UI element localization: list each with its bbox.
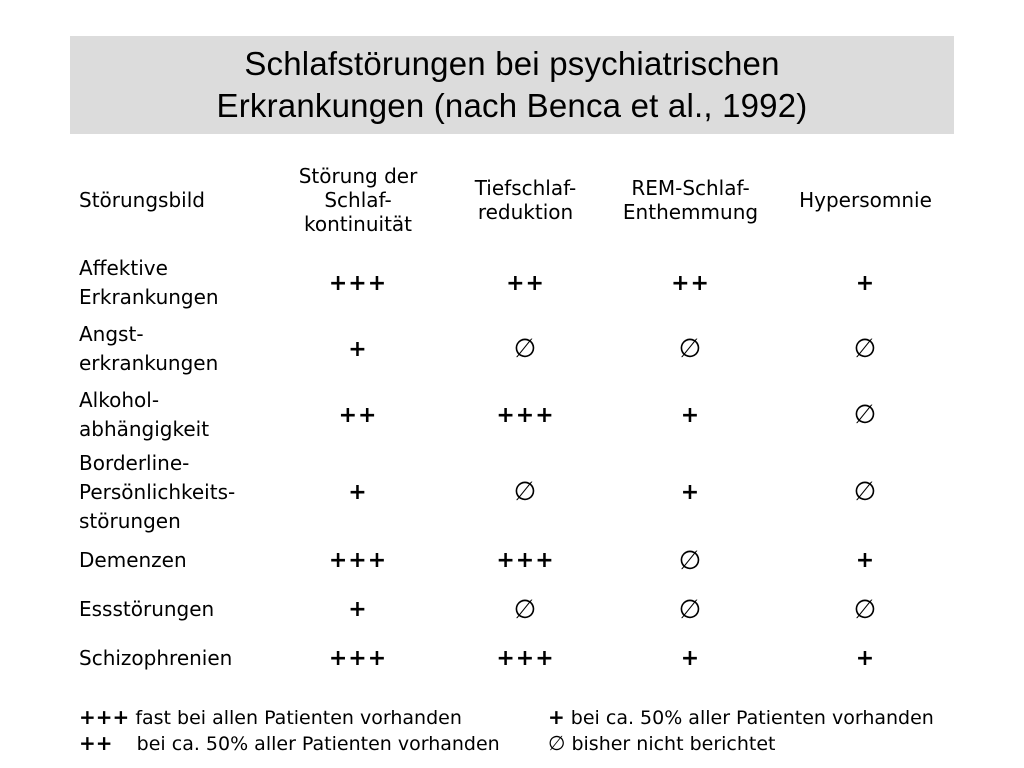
legend: [79, 704, 979, 756]
table-cell: +: [680, 479, 701, 505]
row-label: Demenzen: [79, 548, 187, 572]
table-cell: ++: [671, 270, 710, 296]
legend-symbol: +: [548, 705, 565, 729]
table-cell: +++: [496, 548, 555, 573]
legend-symbol: ++: [79, 731, 113, 755]
table-row: [70, 448, 960, 536]
column-header: Störungsbild: [79, 188, 205, 212]
table-cell: ∅: [853, 334, 878, 364]
legend-text: bei ca. 50% aller Patienten vorhanden: [564, 707, 934, 729]
row-label: Affektive Erkrankungen: [79, 256, 219, 309]
table-cell: +++: [328, 548, 388, 573]
table-row: [70, 250, 960, 316]
table-header-row: [70, 150, 960, 250]
table-row: [70, 382, 960, 448]
legend-text: bei ca. 50% aller Patienten vorhanden: [112, 733, 500, 755]
row-label: Angst- erkrankungen: [79, 322, 219, 375]
sleep-disorder-table: [70, 150, 960, 683]
legend-item: [548, 704, 934, 731]
table-cell: ∅: [678, 334, 703, 364]
table-cell: ++: [338, 402, 378, 428]
table-cell: +++: [496, 402, 555, 428]
title-line-1: Schlafstörungen bei psychiatrischen: [244, 45, 780, 82]
legend-symbol: +++: [79, 705, 130, 729]
table-cell: +: [855, 548, 876, 573]
table-cell: ∅: [853, 594, 878, 625]
table-cell: +: [348, 597, 368, 622]
legend-text: bisher nicht berichtet: [565, 733, 776, 755]
column-header: Hypersomnie: [799, 188, 932, 212]
legend-text: fast bei allen Patienten vorhanden: [129, 707, 462, 729]
table-cell: ∅: [853, 477, 878, 507]
legend-symbol: ∅: [548, 731, 566, 755]
table-cell: +: [680, 402, 701, 428]
table-cell: +: [680, 646, 701, 671]
row-label: Borderline- Persönlichkeits- störungen: [79, 450, 236, 533]
table-cell: ++: [506, 270, 545, 296]
table-cell: ∅: [678, 545, 703, 576]
table-row: [70, 585, 960, 634]
table-cell: +: [348, 479, 368, 505]
table-cell: ∅: [513, 334, 538, 364]
legend-row: [79, 704, 979, 730]
table-cell: ∅: [853, 400, 878, 430]
table-row: [70, 536, 960, 585]
table-cell: ∅: [678, 594, 703, 625]
table-cell: ∅: [513, 477, 538, 507]
table-cell: +: [855, 270, 876, 296]
row-label: Alkohol- abhängigkeit: [79, 388, 210, 441]
table-cell: +: [855, 646, 876, 671]
legend-item: [79, 704, 462, 731]
table-cell: ∅: [513, 594, 538, 625]
row-label: Essstörungen: [79, 597, 215, 621]
table-row: [70, 316, 960, 382]
table-cell: +++: [328, 646, 388, 671]
table-cell: +++: [496, 646, 555, 671]
table-row: [70, 634, 960, 683]
column-header: Tiefschlaf- reduktion: [474, 176, 577, 224]
legend-item: [79, 730, 500, 757]
legend-row: [79, 730, 979, 756]
column-header: Störung der Schlaf- kontinuität: [298, 164, 418, 236]
title-line-2: Erkrankungen (nach Benca et al., 1992): [216, 87, 808, 124]
legend-item: [548, 730, 776, 757]
row-label: Schizophrenien: [79, 646, 233, 670]
column-header: REM-Schlaf- Enthemmung: [622, 176, 759, 224]
slide-title: [70, 36, 954, 134]
table-cell: +: [348, 336, 368, 362]
table-cell: +++: [328, 270, 388, 296]
